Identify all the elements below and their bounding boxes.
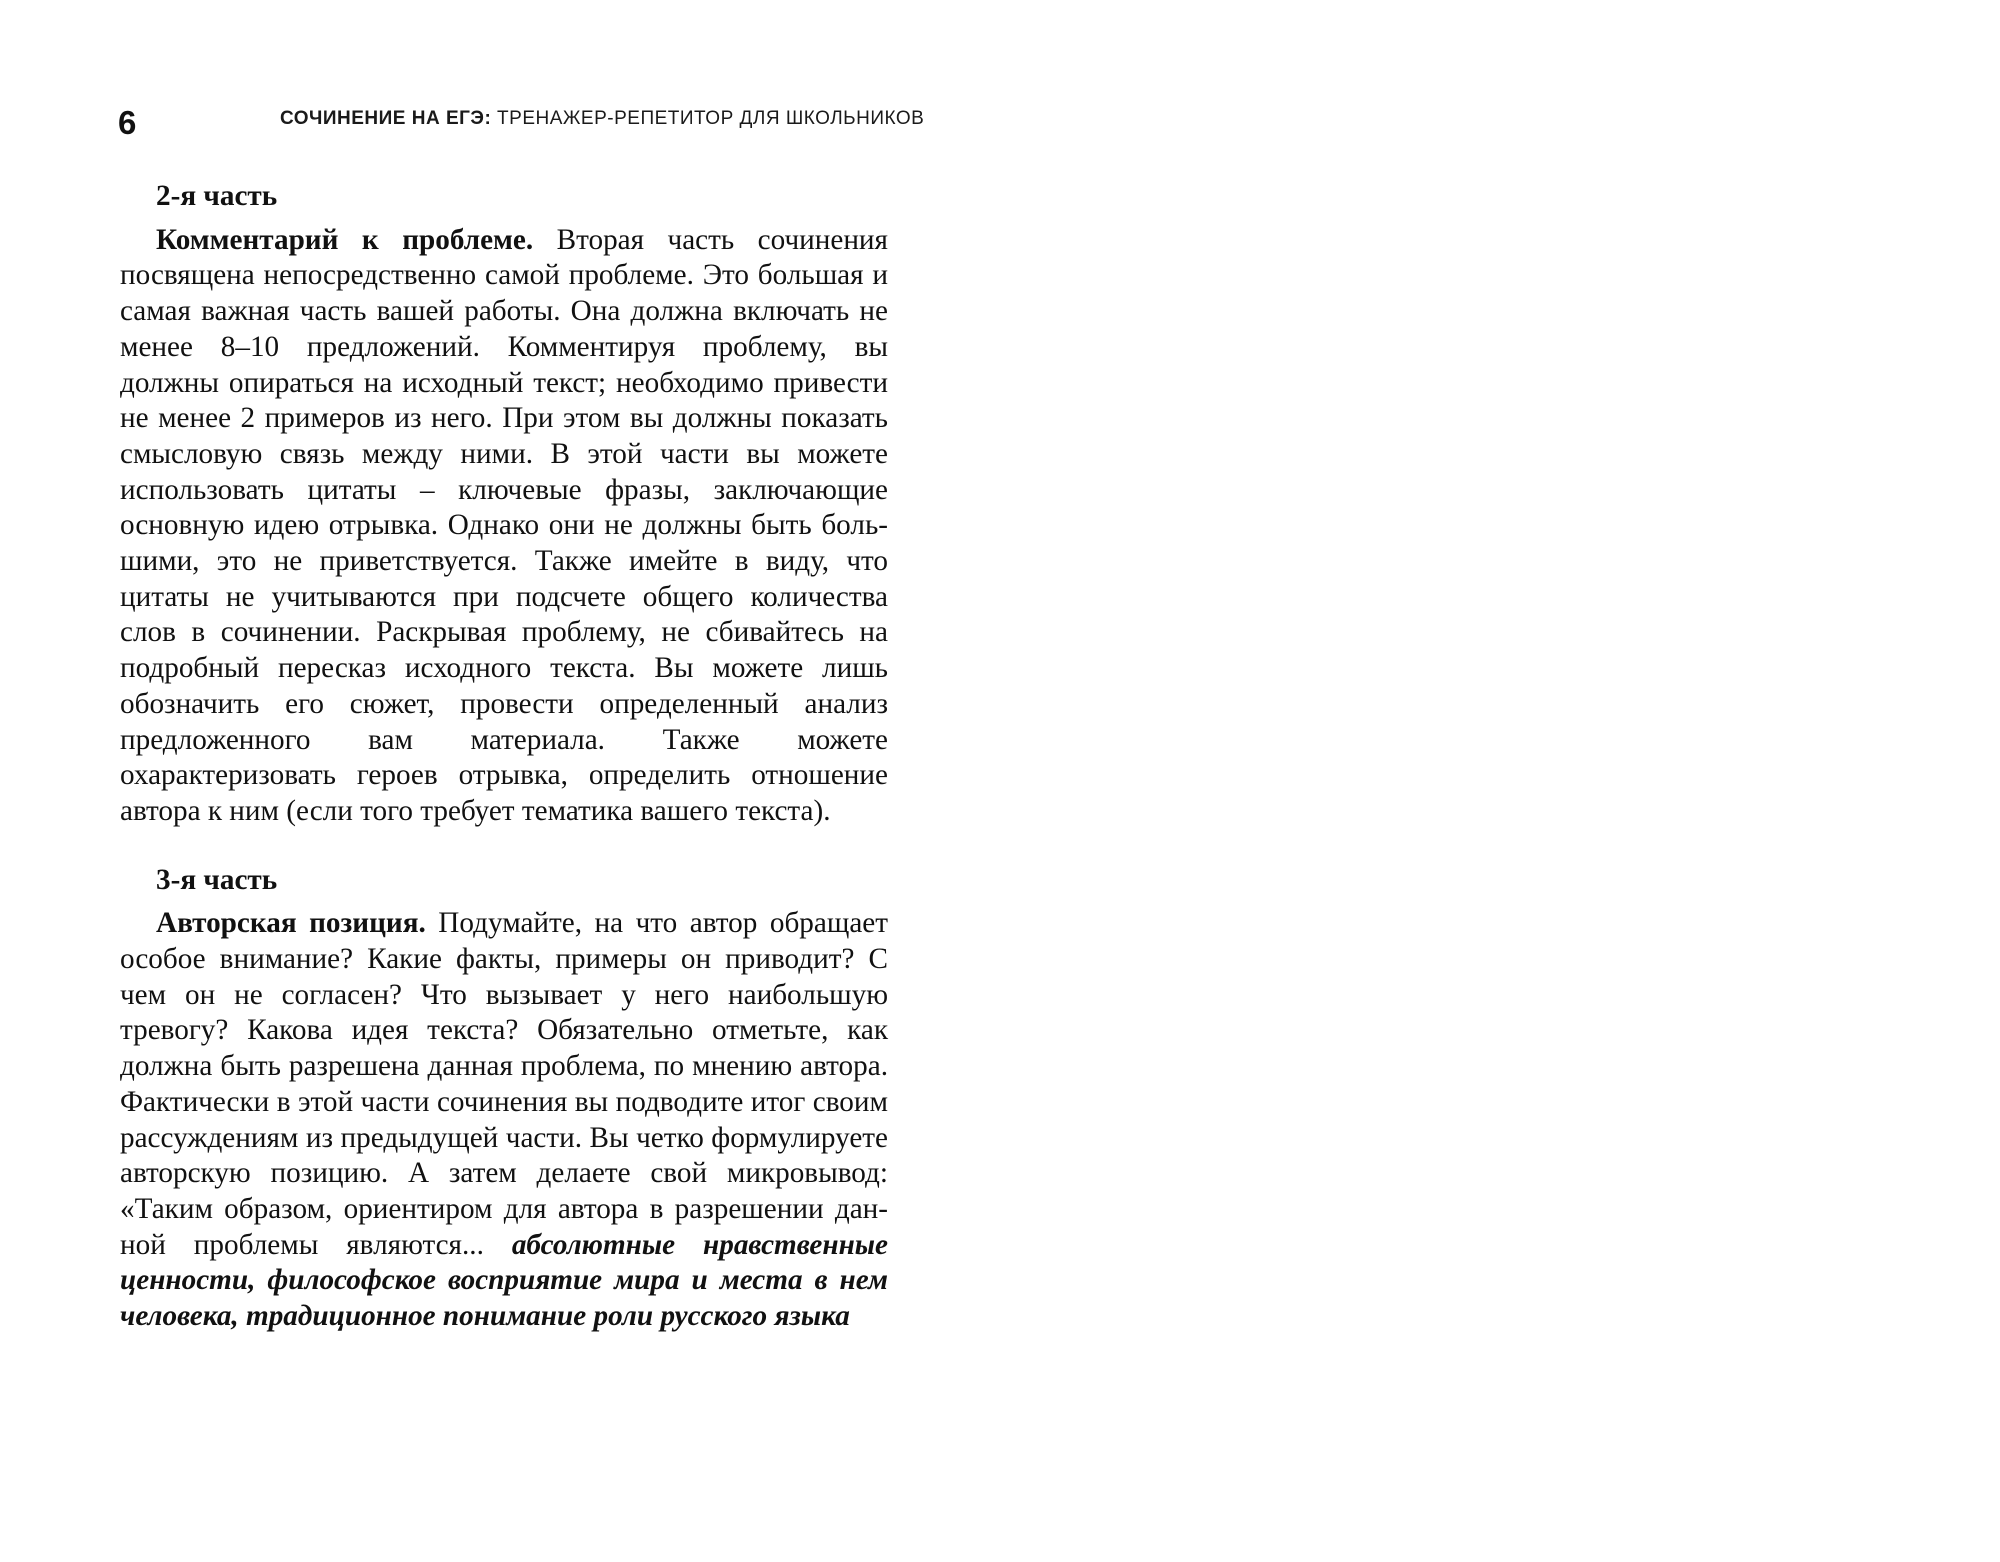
part-2-heading: 2-я часть [156, 180, 278, 212]
running-head-left [280, 108, 924, 130]
part-3-heading: 3-я часть [156, 863, 278, 896]
running-head-left-rest: ТРЕНАЖЕР-РЕПЕТИТОР ДЛЯ ШКОЛЬНИКОВ [491, 108, 925, 129]
page-number-left: 6 [118, 104, 137, 141]
running-head-left-bold: СОЧИНЕНИЕ НА ЕГЭ: [280, 108, 492, 129]
part-2-paragraph [120, 223, 888, 830]
part-2-text: Вторая часть сочинения посвящена непосредственно самой проблеме. Это большая и самая важная часть вашей работы. Она должна включать не менее 8–10 предложений. Комментируя проблему, вы должны опираться на исходный текст; необходимо привести не менее 2 примеров из него. При этом вы должны показать смысловую связь между ними. В этой части вы можете использовать цитаты – ключевые фразы, заключающие основную идею отрывка. Однако они не должны быть большими, это не приветствуется. Также имейте в виду, что цитаты не учитываются при подсчете общего количества слов в сочинении. Раскрывая проблему, не сбивайтесь на подробный пересказ исходного текста. Вы можете лишь обозначить его сюжет, провести определенный анализ предложенного вам материала. Также можете охарактеризовать героев отрывка, определить отношение автора к ним (если того требует тематика вашего текста). [120, 223, 888, 827]
part-3-emphasis: абсолютные нравственные ценности, философское восприятие мира и места в нем человека, традиционное понимание роли русского языка [120, 1228, 888, 1333]
left-page-body [120, 179, 888, 1335]
part-3-text: Подумайте, на что автор обращает особое внимание? Какие факты, примеры он приводит? С чем он не согласен? Что вызывает у него наибольшую тревогу? Какова идея текста? Обязательно отметьте, как должна быть разрешена данная проблема, по мнению автора. Фактически в этой части сочинения вы подводите итог своим рассуждениям из предыдущей части. Вы четко формулируете авторскую позицию. А затем делаете свой микровывод: «Таким образом, ориентиром для автора в разрешении данной проблемы являются... [120, 907, 888, 1261]
right-page [1000, 0, 2000, 1562]
part-3-paragraph [120, 906, 888, 1334]
part-3-lead: Авторская позиция. [156, 907, 426, 940]
part-2-lead: Комментарий к проблеме. [156, 223, 534, 256]
